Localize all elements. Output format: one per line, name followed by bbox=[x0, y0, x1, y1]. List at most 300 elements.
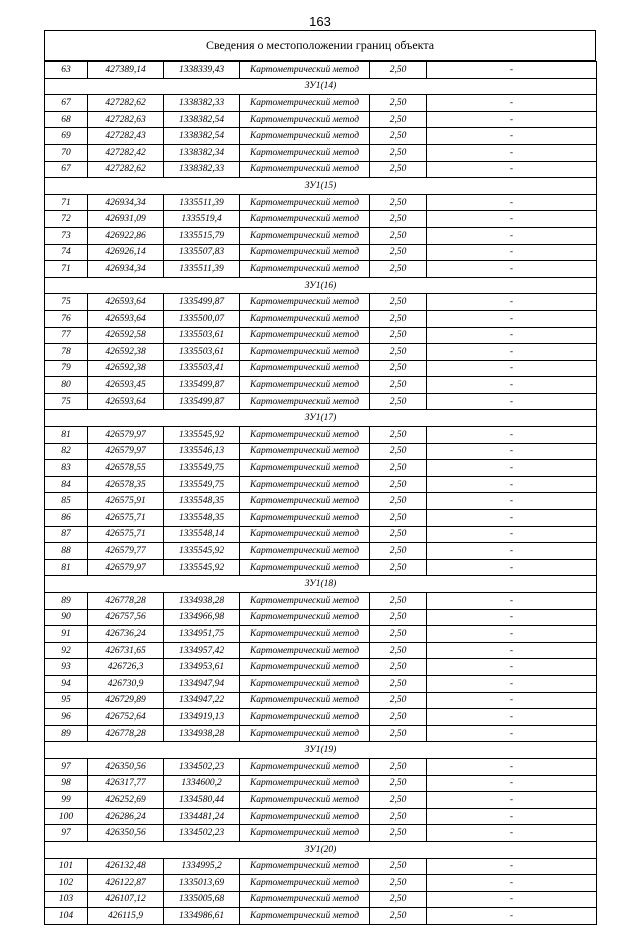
accuracy-cell: 2,50 bbox=[370, 377, 427, 394]
x-coordinate-cell: 426757,56 bbox=[88, 609, 164, 626]
description-cell: - bbox=[427, 775, 597, 792]
accuracy-cell: 2,50 bbox=[370, 543, 427, 560]
description-cell: - bbox=[427, 792, 597, 809]
description-cell: - bbox=[427, 875, 597, 892]
y-coordinate-cell: 1335503,41 bbox=[164, 360, 240, 377]
table-row bbox=[45, 211, 597, 228]
table-title: Сведения о местоположении границ объекта bbox=[44, 30, 596, 61]
accuracy-cell: 2,50 bbox=[370, 559, 427, 576]
method-cell: Картометрический метод bbox=[240, 310, 370, 327]
x-coordinate-cell: 426578,55 bbox=[88, 460, 164, 477]
x-coordinate-cell: 426934,34 bbox=[88, 261, 164, 278]
accuracy-cell: 2,50 bbox=[370, 609, 427, 626]
point-number-cell: 68 bbox=[45, 111, 88, 128]
method-cell: Картометрический метод bbox=[240, 244, 370, 261]
x-coordinate-cell: 427389,14 bbox=[88, 62, 164, 79]
table-row bbox=[45, 161, 597, 178]
method-cell: Картометрический метод bbox=[240, 62, 370, 79]
accuracy-cell: 2,50 bbox=[370, 858, 427, 875]
method-cell: Картометрический метод bbox=[240, 559, 370, 576]
description-cell: - bbox=[427, 443, 597, 460]
accuracy-cell: 2,50 bbox=[370, 875, 427, 892]
point-number-cell: 63 bbox=[45, 62, 88, 79]
method-cell: Картометрический метод bbox=[240, 875, 370, 892]
section-header-row bbox=[45, 576, 597, 593]
accuracy-cell: 2,50 bbox=[370, 891, 427, 908]
x-coordinate-cell: 426132,48 bbox=[88, 858, 164, 875]
point-number-cell: 97 bbox=[45, 758, 88, 775]
description-cell: - bbox=[427, 825, 597, 842]
accuracy-cell: 2,50 bbox=[370, 758, 427, 775]
x-coordinate-cell: 426317,77 bbox=[88, 775, 164, 792]
table-row bbox=[45, 891, 597, 908]
section-label: ЗУ1(20) bbox=[45, 841, 597, 858]
method-cell: Картометрический метод bbox=[240, 261, 370, 278]
y-coordinate-cell: 1338382,54 bbox=[164, 111, 240, 128]
table-row bbox=[45, 709, 597, 726]
point-number-cell: 96 bbox=[45, 709, 88, 726]
table-row bbox=[45, 244, 597, 261]
y-coordinate-cell: 1335548,35 bbox=[164, 510, 240, 527]
y-coordinate-cell: 1334953,61 bbox=[164, 659, 240, 676]
method-cell: Картометрический метод bbox=[240, 543, 370, 560]
method-cell: Картометрический метод bbox=[240, 675, 370, 692]
table-row bbox=[45, 144, 597, 161]
description-cell: - bbox=[427, 327, 597, 344]
accuracy-cell: 2,50 bbox=[370, 460, 427, 477]
table-row bbox=[45, 526, 597, 543]
section-label: ЗУ1(16) bbox=[45, 277, 597, 294]
description-cell: - bbox=[427, 692, 597, 709]
y-coordinate-cell: 1334938,28 bbox=[164, 593, 240, 610]
table-row bbox=[45, 758, 597, 775]
accuracy-cell: 2,50 bbox=[370, 908, 427, 925]
point-number-cell: 95 bbox=[45, 692, 88, 709]
x-coordinate-cell: 426579,97 bbox=[88, 559, 164, 576]
method-cell: Картометрический метод bbox=[240, 327, 370, 344]
description-cell: - bbox=[427, 111, 597, 128]
x-coordinate-cell: 426115,9 bbox=[88, 908, 164, 925]
section-label: ЗУ1(14) bbox=[45, 78, 597, 95]
y-coordinate-cell: 1335499,87 bbox=[164, 294, 240, 311]
table-row bbox=[45, 476, 597, 493]
table-row bbox=[45, 327, 597, 344]
point-number-cell: 94 bbox=[45, 675, 88, 692]
method-cell: Картометрический метод bbox=[240, 161, 370, 178]
description-cell: - bbox=[427, 194, 597, 211]
point-number-cell: 76 bbox=[45, 310, 88, 327]
table-row bbox=[45, 808, 597, 825]
description-cell: - bbox=[427, 526, 597, 543]
point-number-cell: 78 bbox=[45, 344, 88, 361]
x-coordinate-cell: 427282,62 bbox=[88, 95, 164, 112]
point-number-cell: 77 bbox=[45, 327, 88, 344]
section-label: ЗУ1(19) bbox=[45, 742, 597, 759]
accuracy-cell: 2,50 bbox=[370, 510, 427, 527]
x-coordinate-cell: 426752,64 bbox=[88, 709, 164, 726]
x-coordinate-cell: 427282,42 bbox=[88, 144, 164, 161]
description-cell: - bbox=[427, 891, 597, 908]
description-cell: - bbox=[427, 244, 597, 261]
y-coordinate-cell: 1338339,43 bbox=[164, 62, 240, 79]
method-cell: Картометрический метод bbox=[240, 642, 370, 659]
point-number-cell: 99 bbox=[45, 792, 88, 809]
point-number-cell: 82 bbox=[45, 443, 88, 460]
table-row bbox=[45, 443, 597, 460]
x-coordinate-cell: 426730,9 bbox=[88, 675, 164, 692]
table-row bbox=[45, 62, 597, 79]
x-coordinate-cell: 426252,69 bbox=[88, 792, 164, 809]
accuracy-cell: 2,50 bbox=[370, 393, 427, 410]
y-coordinate-cell: 1335005,68 bbox=[164, 891, 240, 908]
point-number-cell: 85 bbox=[45, 493, 88, 510]
y-coordinate-cell: 1335511,39 bbox=[164, 261, 240, 278]
accuracy-cell: 2,50 bbox=[370, 709, 427, 726]
description-cell: - bbox=[427, 908, 597, 925]
method-cell: Картометрический метод bbox=[240, 692, 370, 709]
y-coordinate-cell: 1335548,35 bbox=[164, 493, 240, 510]
x-coordinate-cell: 426934,34 bbox=[88, 194, 164, 211]
section-header-row bbox=[45, 742, 597, 759]
table-row bbox=[45, 310, 597, 327]
description-cell: - bbox=[427, 642, 597, 659]
description-cell: - bbox=[427, 476, 597, 493]
description-cell: - bbox=[427, 593, 597, 610]
method-cell: Картометрический метод bbox=[240, 360, 370, 377]
method-cell: Картометрический метод bbox=[240, 510, 370, 527]
y-coordinate-cell: 1335545,92 bbox=[164, 559, 240, 576]
point-number-cell: 103 bbox=[45, 891, 88, 908]
x-coordinate-cell: 426575,71 bbox=[88, 510, 164, 527]
point-number-cell: 86 bbox=[45, 510, 88, 527]
table-row bbox=[45, 427, 597, 444]
table-row bbox=[45, 908, 597, 925]
y-coordinate-cell: 1335549,75 bbox=[164, 476, 240, 493]
accuracy-cell: 2,50 bbox=[370, 261, 427, 278]
table-row bbox=[45, 792, 597, 809]
document-frame bbox=[44, 30, 596, 925]
y-coordinate-cell: 1334986,61 bbox=[164, 908, 240, 925]
table-row bbox=[45, 393, 597, 410]
y-coordinate-cell: 1334947,22 bbox=[164, 692, 240, 709]
description-cell: - bbox=[427, 609, 597, 626]
point-number-cell: 71 bbox=[45, 194, 88, 211]
description-cell: - bbox=[427, 675, 597, 692]
y-coordinate-cell: 1334919,13 bbox=[164, 709, 240, 726]
coordinates-table-body bbox=[45, 62, 597, 925]
x-coordinate-cell: 426726,3 bbox=[88, 659, 164, 676]
point-number-cell: 81 bbox=[45, 427, 88, 444]
accuracy-cell: 2,50 bbox=[370, 111, 427, 128]
method-cell: Картометрический метод bbox=[240, 393, 370, 410]
description-cell: - bbox=[427, 161, 597, 178]
y-coordinate-cell: 1334502,23 bbox=[164, 825, 240, 842]
point-number-cell: 91 bbox=[45, 626, 88, 643]
table-row bbox=[45, 344, 597, 361]
page-number: 163 bbox=[309, 14, 331, 29]
accuracy-cell: 2,50 bbox=[370, 476, 427, 493]
method-cell: Картометрический метод bbox=[240, 460, 370, 477]
x-coordinate-cell: 426593,64 bbox=[88, 294, 164, 311]
accuracy-cell: 2,50 bbox=[370, 626, 427, 643]
y-coordinate-cell: 1335546,13 bbox=[164, 443, 240, 460]
point-number-cell: 88 bbox=[45, 543, 88, 560]
description-cell: - bbox=[427, 144, 597, 161]
point-number-cell: 80 bbox=[45, 377, 88, 394]
point-number-cell: 71 bbox=[45, 261, 88, 278]
y-coordinate-cell: 1334995,2 bbox=[164, 858, 240, 875]
method-cell: Картометрический метод bbox=[240, 144, 370, 161]
point-number-cell: 83 bbox=[45, 460, 88, 477]
accuracy-cell: 2,50 bbox=[370, 526, 427, 543]
description-cell: - bbox=[427, 95, 597, 112]
table-row bbox=[45, 642, 597, 659]
accuracy-cell: 2,50 bbox=[370, 310, 427, 327]
table-row bbox=[45, 825, 597, 842]
y-coordinate-cell: 1335499,87 bbox=[164, 377, 240, 394]
accuracy-cell: 2,50 bbox=[370, 725, 427, 742]
x-coordinate-cell: 426931,09 bbox=[88, 211, 164, 228]
table-row bbox=[45, 194, 597, 211]
point-number-cell: 67 bbox=[45, 95, 88, 112]
point-number-cell: 97 bbox=[45, 825, 88, 842]
accuracy-cell: 2,50 bbox=[370, 808, 427, 825]
method-cell: Картометрический метод bbox=[240, 626, 370, 643]
point-number-cell: 104 bbox=[45, 908, 88, 925]
method-cell: Картометрический метод bbox=[240, 227, 370, 244]
y-coordinate-cell: 1338382,33 bbox=[164, 95, 240, 112]
x-coordinate-cell: 427282,62 bbox=[88, 161, 164, 178]
method-cell: Картометрический метод bbox=[240, 443, 370, 460]
description-cell: - bbox=[427, 808, 597, 825]
table-row bbox=[45, 510, 597, 527]
point-number-cell: 98 bbox=[45, 775, 88, 792]
table-row bbox=[45, 626, 597, 643]
y-coordinate-cell: 1334502,23 bbox=[164, 758, 240, 775]
description-cell: - bbox=[427, 758, 597, 775]
y-coordinate-cell: 1335548,14 bbox=[164, 526, 240, 543]
description-cell: - bbox=[427, 493, 597, 510]
description-cell: - bbox=[427, 377, 597, 394]
y-coordinate-cell: 1334481,24 bbox=[164, 808, 240, 825]
description-cell: - bbox=[427, 310, 597, 327]
accuracy-cell: 2,50 bbox=[370, 360, 427, 377]
table-row bbox=[45, 493, 597, 510]
description-cell: - bbox=[427, 294, 597, 311]
y-coordinate-cell: 1334580,44 bbox=[164, 792, 240, 809]
point-number-cell: 75 bbox=[45, 393, 88, 410]
method-cell: Картометрический метод bbox=[240, 593, 370, 610]
accuracy-cell: 2,50 bbox=[370, 62, 427, 79]
accuracy-cell: 2,50 bbox=[370, 493, 427, 510]
description-cell: - bbox=[427, 510, 597, 527]
accuracy-cell: 2,50 bbox=[370, 427, 427, 444]
y-coordinate-cell: 1334947,94 bbox=[164, 675, 240, 692]
accuracy-cell: 2,50 bbox=[370, 144, 427, 161]
method-cell: Картометрический метод bbox=[240, 908, 370, 925]
point-number-cell: 102 bbox=[45, 875, 88, 892]
method-cell: Картометрический метод bbox=[240, 758, 370, 775]
description-cell: - bbox=[427, 460, 597, 477]
point-number-cell: 89 bbox=[45, 593, 88, 610]
description-cell: - bbox=[427, 344, 597, 361]
accuracy-cell: 2,50 bbox=[370, 642, 427, 659]
method-cell: Картометрический метод bbox=[240, 476, 370, 493]
method-cell: Картометрический метод bbox=[240, 493, 370, 510]
point-number-cell: 70 bbox=[45, 144, 88, 161]
point-number-cell: 90 bbox=[45, 609, 88, 626]
x-coordinate-cell: 426593,45 bbox=[88, 377, 164, 394]
x-coordinate-cell: 426579,77 bbox=[88, 543, 164, 560]
x-coordinate-cell: 427282,63 bbox=[88, 111, 164, 128]
y-coordinate-cell: 1335500,07 bbox=[164, 310, 240, 327]
x-coordinate-cell: 426286,24 bbox=[88, 808, 164, 825]
table-row bbox=[45, 559, 597, 576]
description-cell: - bbox=[427, 62, 597, 79]
method-cell: Картометрический метод bbox=[240, 725, 370, 742]
y-coordinate-cell: 1334600,2 bbox=[164, 775, 240, 792]
section-label: ЗУ1(15) bbox=[45, 178, 597, 195]
method-cell: Картометрический метод bbox=[240, 659, 370, 676]
x-coordinate-cell: 426729,89 bbox=[88, 692, 164, 709]
accuracy-cell: 2,50 bbox=[370, 675, 427, 692]
y-coordinate-cell: 1334957,42 bbox=[164, 642, 240, 659]
table-row bbox=[45, 659, 597, 676]
y-coordinate-cell: 1334966,98 bbox=[164, 609, 240, 626]
description-cell: - bbox=[427, 393, 597, 410]
description-cell: - bbox=[427, 427, 597, 444]
description-cell: - bbox=[427, 543, 597, 560]
method-cell: Картометрический метод bbox=[240, 194, 370, 211]
x-coordinate-cell: 426593,64 bbox=[88, 393, 164, 410]
accuracy-cell: 2,50 bbox=[370, 161, 427, 178]
method-cell: Картометрический метод bbox=[240, 211, 370, 228]
x-coordinate-cell: 426736,24 bbox=[88, 626, 164, 643]
point-number-cell: 84 bbox=[45, 476, 88, 493]
table-row bbox=[45, 377, 597, 394]
method-cell: Картометрический метод bbox=[240, 609, 370, 626]
x-coordinate-cell: 426592,38 bbox=[88, 360, 164, 377]
description-cell: - bbox=[427, 360, 597, 377]
y-coordinate-cell: 1335013,69 bbox=[164, 875, 240, 892]
table-row bbox=[45, 460, 597, 477]
description-cell: - bbox=[427, 858, 597, 875]
method-cell: Картометрический метод bbox=[240, 825, 370, 842]
point-number-cell: 73 bbox=[45, 227, 88, 244]
section-header-row bbox=[45, 78, 597, 95]
accuracy-cell: 2,50 bbox=[370, 825, 427, 842]
x-coordinate-cell: 426592,58 bbox=[88, 327, 164, 344]
table-row bbox=[45, 858, 597, 875]
section-header-row bbox=[45, 277, 597, 294]
method-cell: Картометрический метод bbox=[240, 709, 370, 726]
table-row bbox=[45, 128, 597, 145]
point-number-cell: 92 bbox=[45, 642, 88, 659]
accuracy-cell: 2,50 bbox=[370, 593, 427, 610]
table-row bbox=[45, 875, 597, 892]
y-coordinate-cell: 1335507,83 bbox=[164, 244, 240, 261]
description-cell: - bbox=[427, 211, 597, 228]
table-row bbox=[45, 294, 597, 311]
section-label: ЗУ1(17) bbox=[45, 410, 597, 427]
table-row bbox=[45, 725, 597, 742]
method-cell: Картометрический метод bbox=[240, 294, 370, 311]
method-cell: Картометрический метод bbox=[240, 526, 370, 543]
method-cell: Картометрический метод bbox=[240, 858, 370, 875]
y-coordinate-cell: 1335499,87 bbox=[164, 393, 240, 410]
accuracy-cell: 2,50 bbox=[370, 294, 427, 311]
point-number-cell: 100 bbox=[45, 808, 88, 825]
description-cell: - bbox=[427, 709, 597, 726]
x-coordinate-cell: 427282,43 bbox=[88, 128, 164, 145]
y-coordinate-cell: 1335519,4 bbox=[164, 211, 240, 228]
x-coordinate-cell: 426579,97 bbox=[88, 443, 164, 460]
point-number-cell: 74 bbox=[45, 244, 88, 261]
point-number-cell: 69 bbox=[45, 128, 88, 145]
accuracy-cell: 2,50 bbox=[370, 95, 427, 112]
method-cell: Картометрический метод bbox=[240, 808, 370, 825]
table-row bbox=[45, 360, 597, 377]
description-cell: - bbox=[427, 261, 597, 278]
table-row bbox=[45, 227, 597, 244]
point-number-cell: 101 bbox=[45, 858, 88, 875]
y-coordinate-cell: 1338382,54 bbox=[164, 128, 240, 145]
y-coordinate-cell: 1335511,39 bbox=[164, 194, 240, 211]
x-coordinate-cell: 426593,64 bbox=[88, 310, 164, 327]
section-header-row bbox=[45, 841, 597, 858]
x-coordinate-cell: 426350,56 bbox=[88, 825, 164, 842]
x-coordinate-cell: 426575,91 bbox=[88, 493, 164, 510]
point-number-cell: 93 bbox=[45, 659, 88, 676]
y-coordinate-cell: 1335549,75 bbox=[164, 460, 240, 477]
point-number-cell: 79 bbox=[45, 360, 88, 377]
point-number-cell: 75 bbox=[45, 294, 88, 311]
coordinates-table bbox=[44, 61, 597, 925]
method-cell: Картометрический метод bbox=[240, 775, 370, 792]
description-cell: - bbox=[427, 659, 597, 676]
y-coordinate-cell: 1335503,61 bbox=[164, 327, 240, 344]
section-header-row bbox=[45, 178, 597, 195]
method-cell: Картометрический метод bbox=[240, 344, 370, 361]
accuracy-cell: 2,50 bbox=[370, 327, 427, 344]
table-row bbox=[45, 261, 597, 278]
description-cell: - bbox=[427, 128, 597, 145]
section-label: ЗУ1(18) bbox=[45, 576, 597, 593]
y-coordinate-cell: 1335503,61 bbox=[164, 344, 240, 361]
x-coordinate-cell: 426731,65 bbox=[88, 642, 164, 659]
x-coordinate-cell: 426778,28 bbox=[88, 725, 164, 742]
description-cell: - bbox=[427, 626, 597, 643]
point-number-cell: 72 bbox=[45, 211, 88, 228]
accuracy-cell: 2,50 bbox=[370, 344, 427, 361]
y-coordinate-cell: 1338382,34 bbox=[164, 144, 240, 161]
accuracy-cell: 2,50 bbox=[370, 443, 427, 460]
x-coordinate-cell: 426107,12 bbox=[88, 891, 164, 908]
table-row bbox=[45, 675, 597, 692]
y-coordinate-cell: 1338382,33 bbox=[164, 161, 240, 178]
x-coordinate-cell: 426926,14 bbox=[88, 244, 164, 261]
accuracy-cell: 2,50 bbox=[370, 659, 427, 676]
point-number-cell: 67 bbox=[45, 161, 88, 178]
method-cell: Картометрический метод bbox=[240, 427, 370, 444]
table-row bbox=[45, 111, 597, 128]
table-row bbox=[45, 775, 597, 792]
x-coordinate-cell: 426778,28 bbox=[88, 593, 164, 610]
accuracy-cell: 2,50 bbox=[370, 128, 427, 145]
table-row bbox=[45, 543, 597, 560]
description-cell: - bbox=[427, 725, 597, 742]
accuracy-cell: 2,50 bbox=[370, 775, 427, 792]
